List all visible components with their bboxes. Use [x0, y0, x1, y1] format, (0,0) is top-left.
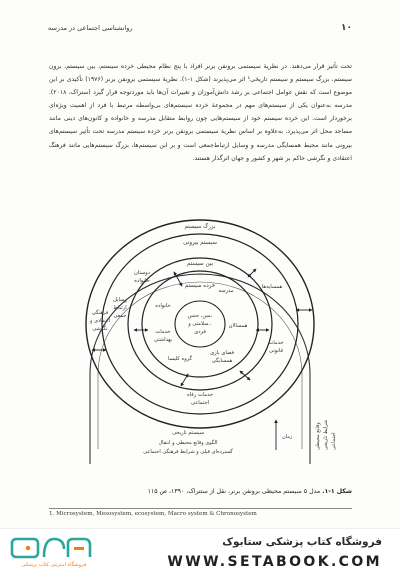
env-label-2: شرایط تاریخی	[323, 419, 329, 450]
culture-label-3: نگرشی	[92, 326, 108, 332]
store-name: فروشگاه کتاب پزشکی ستابوک	[222, 536, 382, 548]
neighborhood-label-1: فضای بازی	[210, 350, 234, 356]
neighborhood-label-2: همسایگی	[211, 358, 233, 364]
meso-label: بین سیستم	[186, 261, 214, 267]
media-label-3: جمعی	[113, 313, 127, 319]
env-label-3: اجتماعی	[331, 432, 337, 450]
footnote-divider	[49, 508, 352, 509]
peers-label: همسالان	[228, 323, 248, 329]
church-label: گروه کلیسا	[167, 356, 193, 362]
store-banner	[0, 528, 400, 576]
setabook-logo[interactable]	[10, 535, 98, 573]
footnote: 1. Microsystem, Mesosystem, ecosystem, Macro system & Chronosystem	[49, 511, 257, 517]
social-label-1: خدمات رفاه	[186, 392, 214, 398]
running-header	[48, 21, 352, 35]
chronosystem-inner-frame	[98, 282, 302, 449]
culture-label-2: اعتقادی و	[89, 318, 111, 324]
family-label: خانواده	[155, 303, 171, 309]
neighbors-label: همسایه‌ها	[261, 284, 283, 290]
legal-label-1: خدمات	[268, 340, 284, 346]
arrow-meso-exo-tr	[248, 269, 256, 277]
chrono-label-2: الگوی وقایع محیطی و انتقال	[158, 440, 218, 446]
body-paragraph: تحت تأثیر قرار می‌دهند. در نظریهٔ سیستمی برونفن برنر افراد با پنج نظام محیطی خرده سیستم، بین سیستم، برون سیستم، بزرگ سیستم و سیستم تاریخی¹ اثر می‌پذیرند (شکل ۱-۱). نظریهٔ سیستمی برونفن برنر (۱۹۷۶) تأکیدی بر این موضوع است که نقش عوامل اجتماعی بر رشد دانش‌آموزان و تغییرات آن‌ها باید موردتوجه قرار گیرد (ستراک، ۲۰۱۸). مدرسه به‌عنوان یکی از سیستم‌های مهم در مجموعهٔ خرده سیستم‌های بی‌واسطه مرتبط با فرد از اهمیت ویژه‌ای برخوردار است. این خرده سیستم خود از سیستم‌هایی چون روابط متقابل مدرسه و خانواده و کانون‌های دینی مانند مساجد محل اثر می‌پذیرد. به‌علاوه بر اساس نظریهٔ سیستمی برونفن برنر خرده سیستم مدرسه تحت تأثیر سیستم‌های بیرونی مانند محیط همسایگی مدرسه و وسایل ارتباط‌جمعی است و بر این سیستم‌ها، بزرگ سیستم‌هایی مانند فرهنگ اعتقادی و نگرشی حاکم بر شهر و کشور و جهان اثرگذار هستند.	[49, 63, 352, 162]
health-label-1: خدمات	[155, 329, 171, 335]
env-label-1: وقایع محیطی	[315, 422, 321, 450]
individual-label-2: سلامتی و..	[188, 321, 212, 327]
logo-mark-icon	[10, 535, 98, 561]
running-title: روانشناسی اجتماعی در مدرسه	[48, 24, 133, 32]
chrono-label-1: سیستم تاریخی	[172, 430, 204, 436]
school-label: مدرسه	[218, 288, 234, 294]
store-url-link[interactable]: WWW.SETABOOK.COM	[167, 554, 382, 570]
caption-text: مدل ۵ سیستم محیطی برونفن برنر، نقل از ستتراک، ۱۳۹۰، ص ۱۱۵	[147, 488, 321, 495]
culture-label-1: فرهنگی	[91, 310, 109, 316]
caption-label: شکل ۱-۱.	[322, 488, 352, 495]
legal-label-2: قانونی	[269, 348, 283, 354]
media-label-2: ارتباط	[113, 305, 127, 311]
figure-caption	[49, 488, 352, 495]
health-label-2: بهداشتی	[153, 337, 173, 343]
friends-label-1: دوستان	[133, 270, 151, 276]
bronfenbrenner-diagram	[50, 214, 350, 464]
friends-label-2: خانواده	[134, 278, 150, 284]
individual-label-1: سن، جنس،	[187, 313, 213, 319]
chrono-label-3: گسترده‌ای قبلی و شرایط فرهنگی اجتماعی	[143, 449, 233, 455]
micro-label: خرده سیستم	[184, 283, 216, 289]
exo-label: سیستم بیرونی	[183, 240, 217, 246]
page-number: ۱۰	[341, 23, 352, 33]
ecological-systems-svg	[50, 214, 350, 464]
social-label-2: اجتماعی	[190, 400, 210, 406]
logo-subtext: فروشگاه اینترنتی کتاب پزشکی	[21, 562, 87, 568]
time-label: زمان	[282, 434, 293, 440]
media-label-1: وسایل	[113, 297, 127, 303]
macro-label: بزرگ سیستم	[184, 224, 216, 230]
individual-label-3: فردی	[194, 329, 206, 335]
